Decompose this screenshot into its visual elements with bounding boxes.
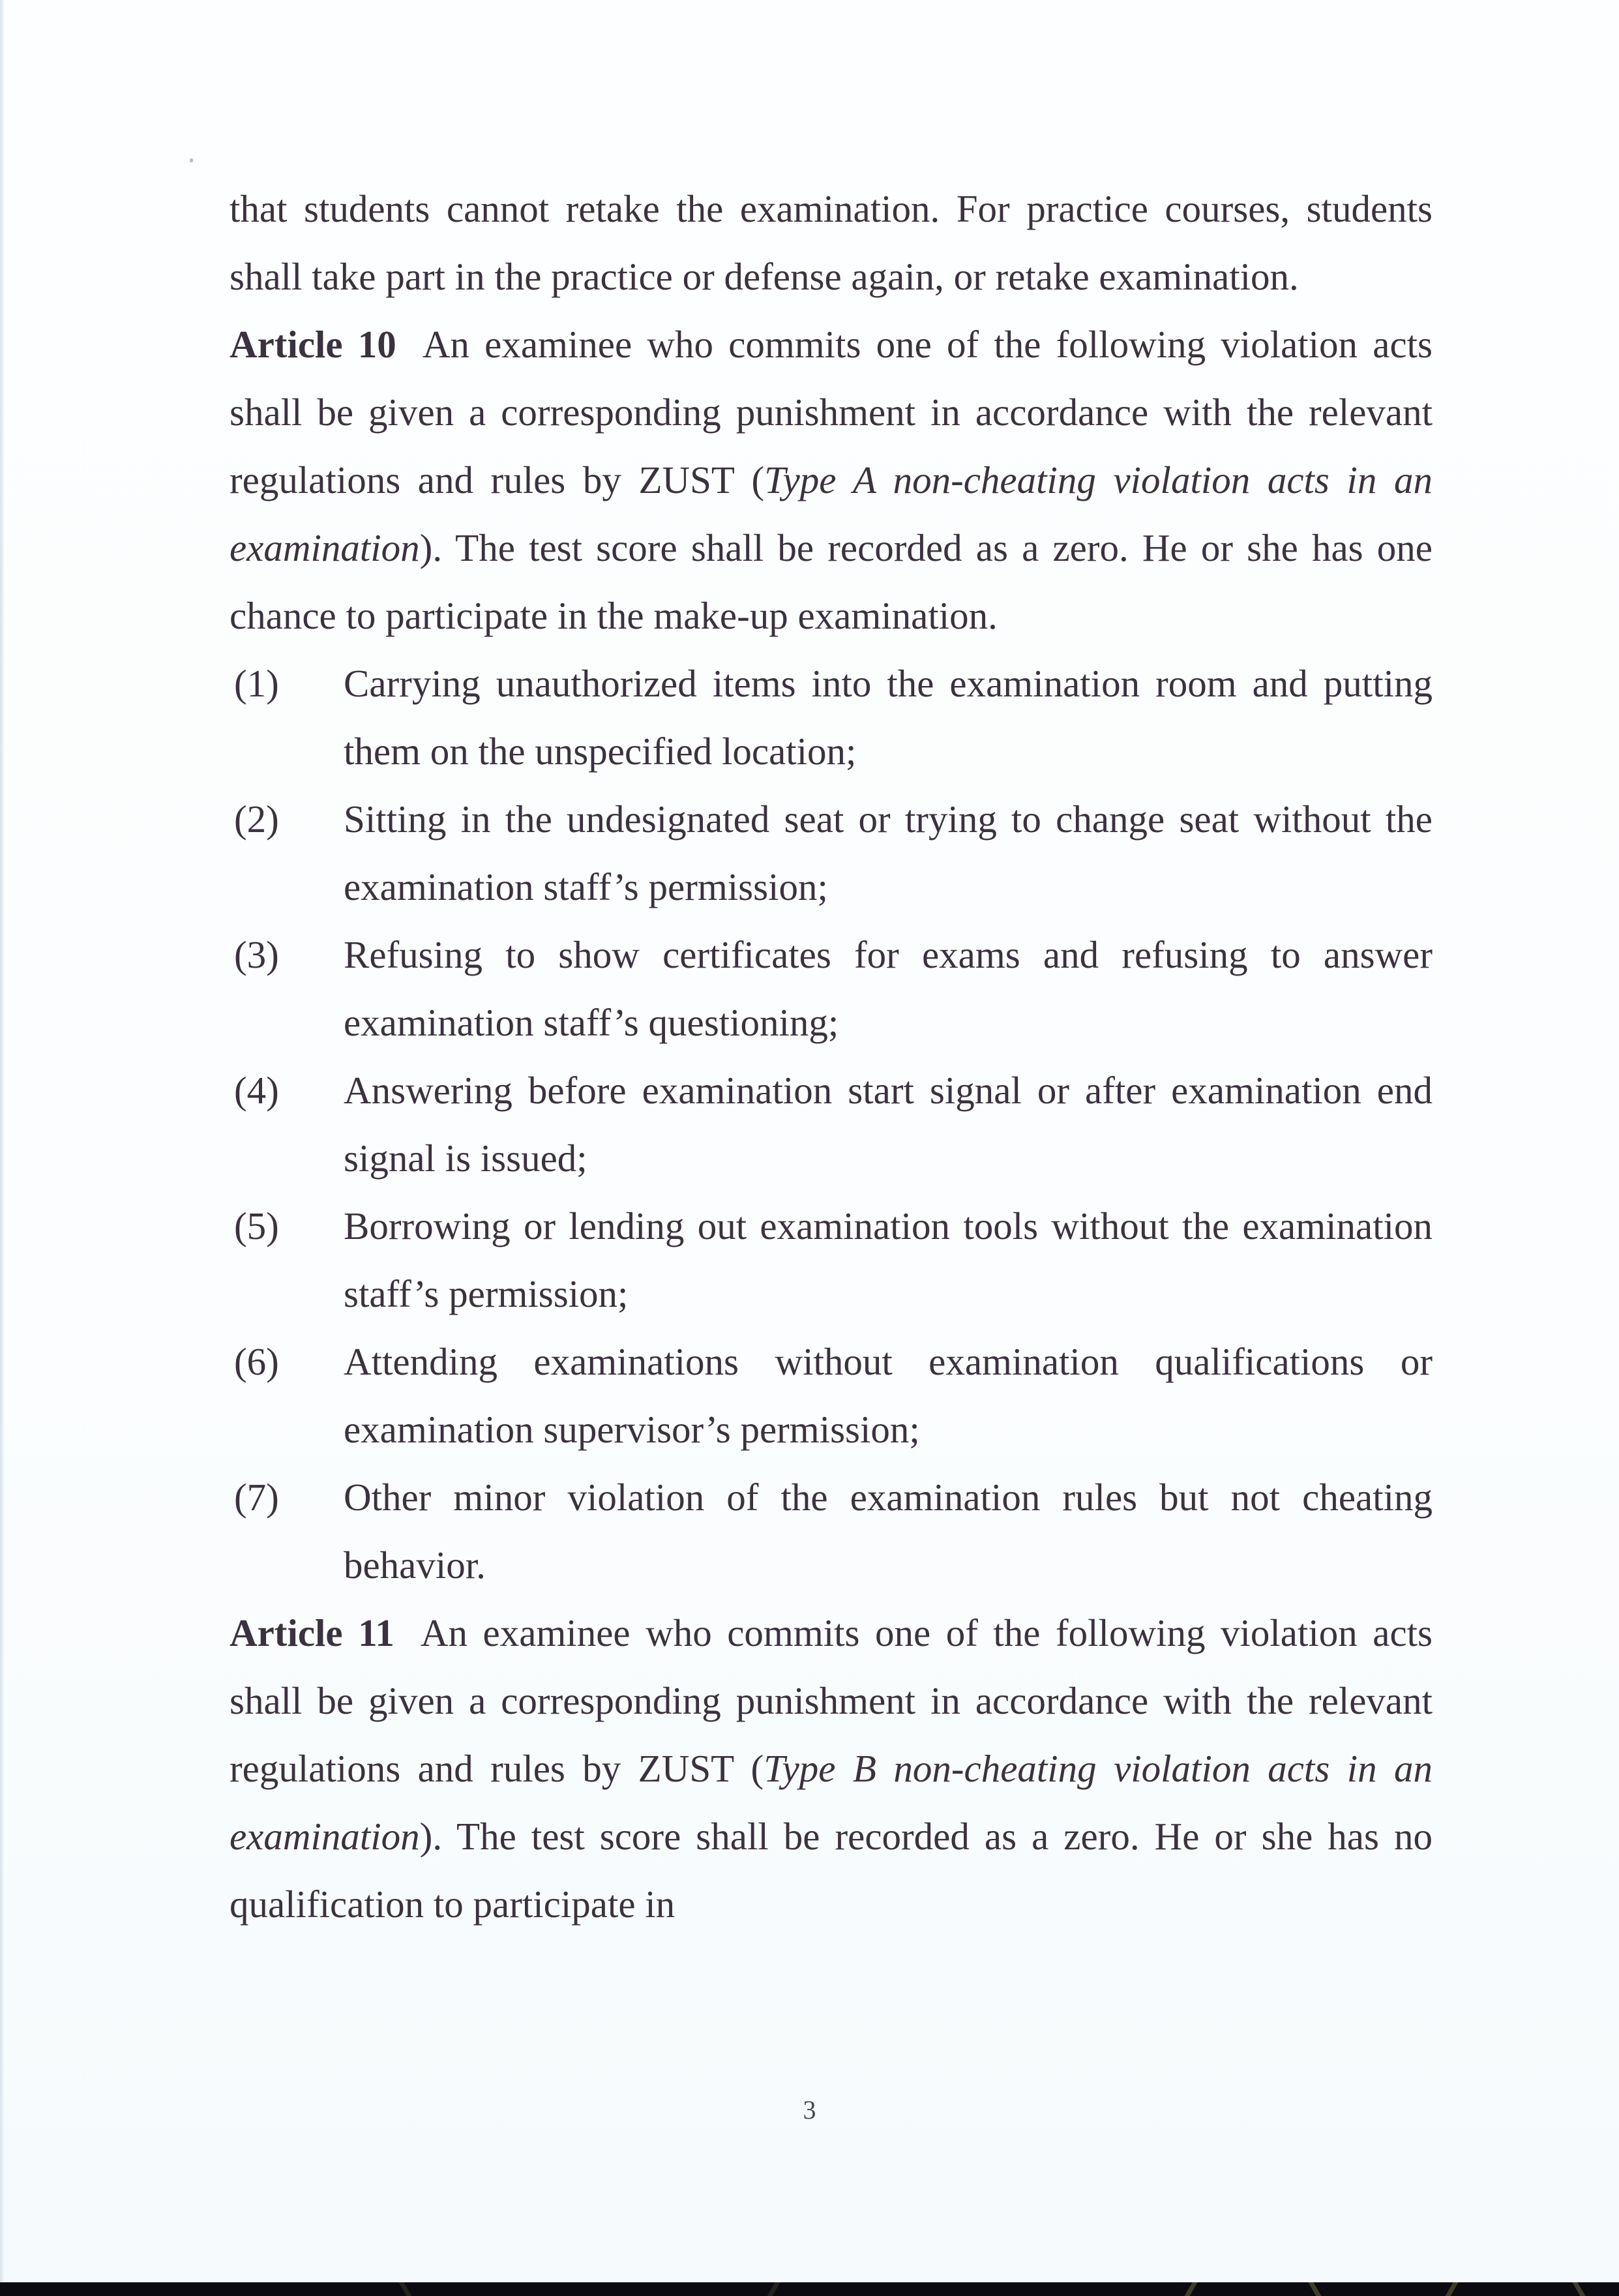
scanner-stripe xyxy=(398,2282,415,2296)
scanner-stripe xyxy=(1308,2282,1324,2296)
list-item-number: (6) xyxy=(234,1340,279,1383)
article-10-text-before: An examinee who commits one of the following violation acts shall be given a corresponding punishment in accordance with the relevant regulations and rules by ZUST ( xyxy=(230,323,1433,501)
article-10-text-after: ). The test score shall be recorded as a zero. He or she has one chance to participate in the make-up examination. xyxy=(230,526,1433,637)
list-item xyxy=(230,1463,1433,1599)
page-body xyxy=(230,175,1433,1938)
article-11-text-after: ). The test score shall be recorded as a zero. He or she has no qualification to participate in xyxy=(230,1815,1433,1926)
list-item-text: Carrying unauthorized items into the examination room and putting them on the unspecified location; xyxy=(344,662,1433,773)
list-item xyxy=(230,1192,1433,1328)
scanner-stripe xyxy=(1442,2282,1458,2296)
page-left-edge xyxy=(0,0,4,2282)
list-item-number: (3) xyxy=(234,933,279,976)
list-item-number: (1) xyxy=(234,662,279,705)
list-item-text: Answering before examination start signal or after examination end signal is issued; xyxy=(344,1069,1433,1180)
article-10-paragraph xyxy=(230,310,1433,649)
list-item xyxy=(230,1056,1433,1192)
list-item-number: (4) xyxy=(234,1069,279,1112)
list-item xyxy=(230,649,1433,785)
list-item-text: Borrowing or lending out examination tools without the examination staff’s permission; xyxy=(344,1204,1433,1315)
list-item xyxy=(230,1328,1433,1463)
scanner-stripe xyxy=(1181,2282,1197,2296)
article-11-paragraph xyxy=(230,1599,1433,1938)
scanner-stripe xyxy=(1572,2282,1588,2296)
scanner-stripe xyxy=(764,2282,780,2296)
list-item-text: Refusing to show certificates for exams and refusing to answer examination staff’s questioning; xyxy=(344,933,1433,1044)
scanner-background-strip xyxy=(0,2282,1619,2296)
article-10-type-italic: Type A non-cheating violation acts in an examination xyxy=(230,458,1433,569)
list-item-number: (2) xyxy=(234,798,279,841)
list-item xyxy=(230,921,1433,1056)
scan-speck xyxy=(190,158,193,162)
opening-paragraph: that students cannot retake the examination. For practice courses, students shall take part in the practice or defense again, or retake examination. xyxy=(230,187,1433,298)
article-11-type-italic: Type B non-cheating violation acts in an examination xyxy=(230,1747,1433,1858)
page-number: 3 xyxy=(803,2095,816,2125)
article-10-label: Article 10 xyxy=(230,323,396,366)
list-item-number: (5) xyxy=(234,1204,279,1247)
list-item xyxy=(230,785,1433,921)
article-10-violation-list xyxy=(230,649,1433,1599)
list-item-text: Sitting in the undesignated seat or trying to change seat without the examination staff’s permission; xyxy=(344,798,1433,908)
list-item-text: Attending examinations without examination qualifications or examination supervisor’s permission; xyxy=(344,1340,1433,1451)
article-11-label: Article 11 xyxy=(230,1611,394,1654)
article-11-text-before: An examinee who commits one of the following violation acts shall be given a corresponding punishment in accordance with the relevant regulations and rules by ZUST ( xyxy=(230,1611,1433,1790)
list-item-text: Other minor violation of the examination rules but not cheating behavior. xyxy=(344,1476,1433,1587)
list-item-number: (7) xyxy=(234,1476,279,1519)
